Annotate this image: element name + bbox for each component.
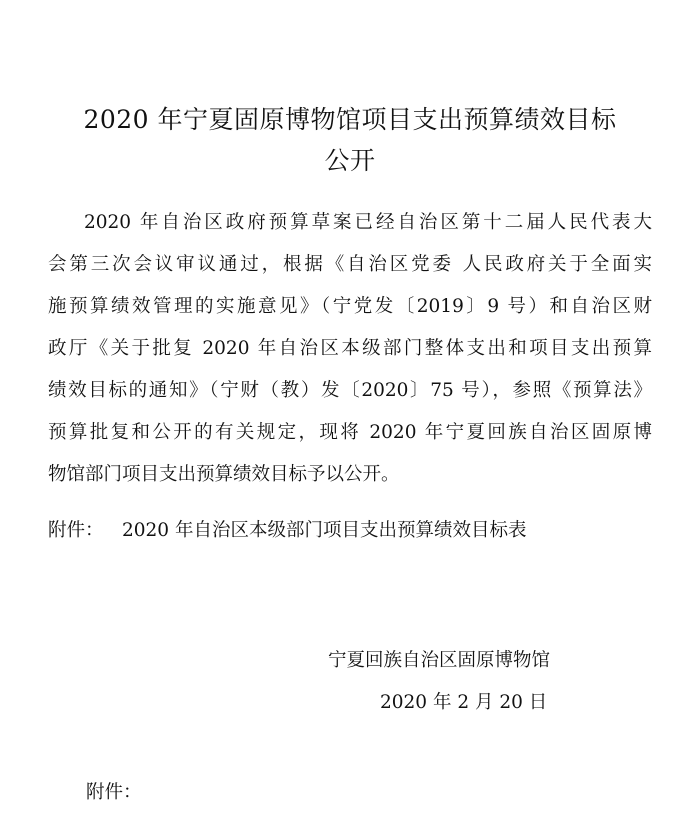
signature-date: 2020 年 2 月 20 日 bbox=[380, 692, 548, 713]
attachment-title: 2020 年自治区本级部门项目支出预算绩效目标表 bbox=[122, 520, 527, 541]
body-line-7: 物馆部门项目支出预算绩效目标予以公开。 bbox=[48, 464, 400, 485]
document-title-line-1: 2020 年宁夏固原博物馆项目支出预算绩效目标 bbox=[83, 105, 617, 134]
body-line-5: 绩效目标的通知》（宁财（教）发〔2020〕75 号），参照《预算法》 bbox=[48, 380, 652, 401]
attachment-label: 附件： bbox=[48, 520, 104, 541]
body-line-6: 预算批复和公开的有关规定，现将 2020 年宁夏回族自治区固原博 bbox=[48, 422, 652, 443]
footer-attachment-label: 附件： bbox=[86, 782, 142, 803]
body-line-2: 会第三次会议审议通过，根据《自治区党委 人民政府关于全面实 bbox=[48, 254, 652, 275]
document-title-line-2: 公开 bbox=[324, 146, 376, 175]
body-line-1: 2020 年自治区政府预算草案已经自治区第十二届人民代表大 bbox=[84, 212, 652, 233]
body-line-4: 政厅《关于批复 2020 年自治区本级部门整体支出和项目支出预算 bbox=[48, 338, 652, 359]
attachment-line bbox=[48, 520, 526, 542]
signature-organization: 宁夏回族自治区固原博物馆 bbox=[328, 650, 551, 671]
body-line-3: 施预算绩效管理的实施意见》（宁党发〔2019〕9 号）和自治区财 bbox=[48, 296, 652, 317]
